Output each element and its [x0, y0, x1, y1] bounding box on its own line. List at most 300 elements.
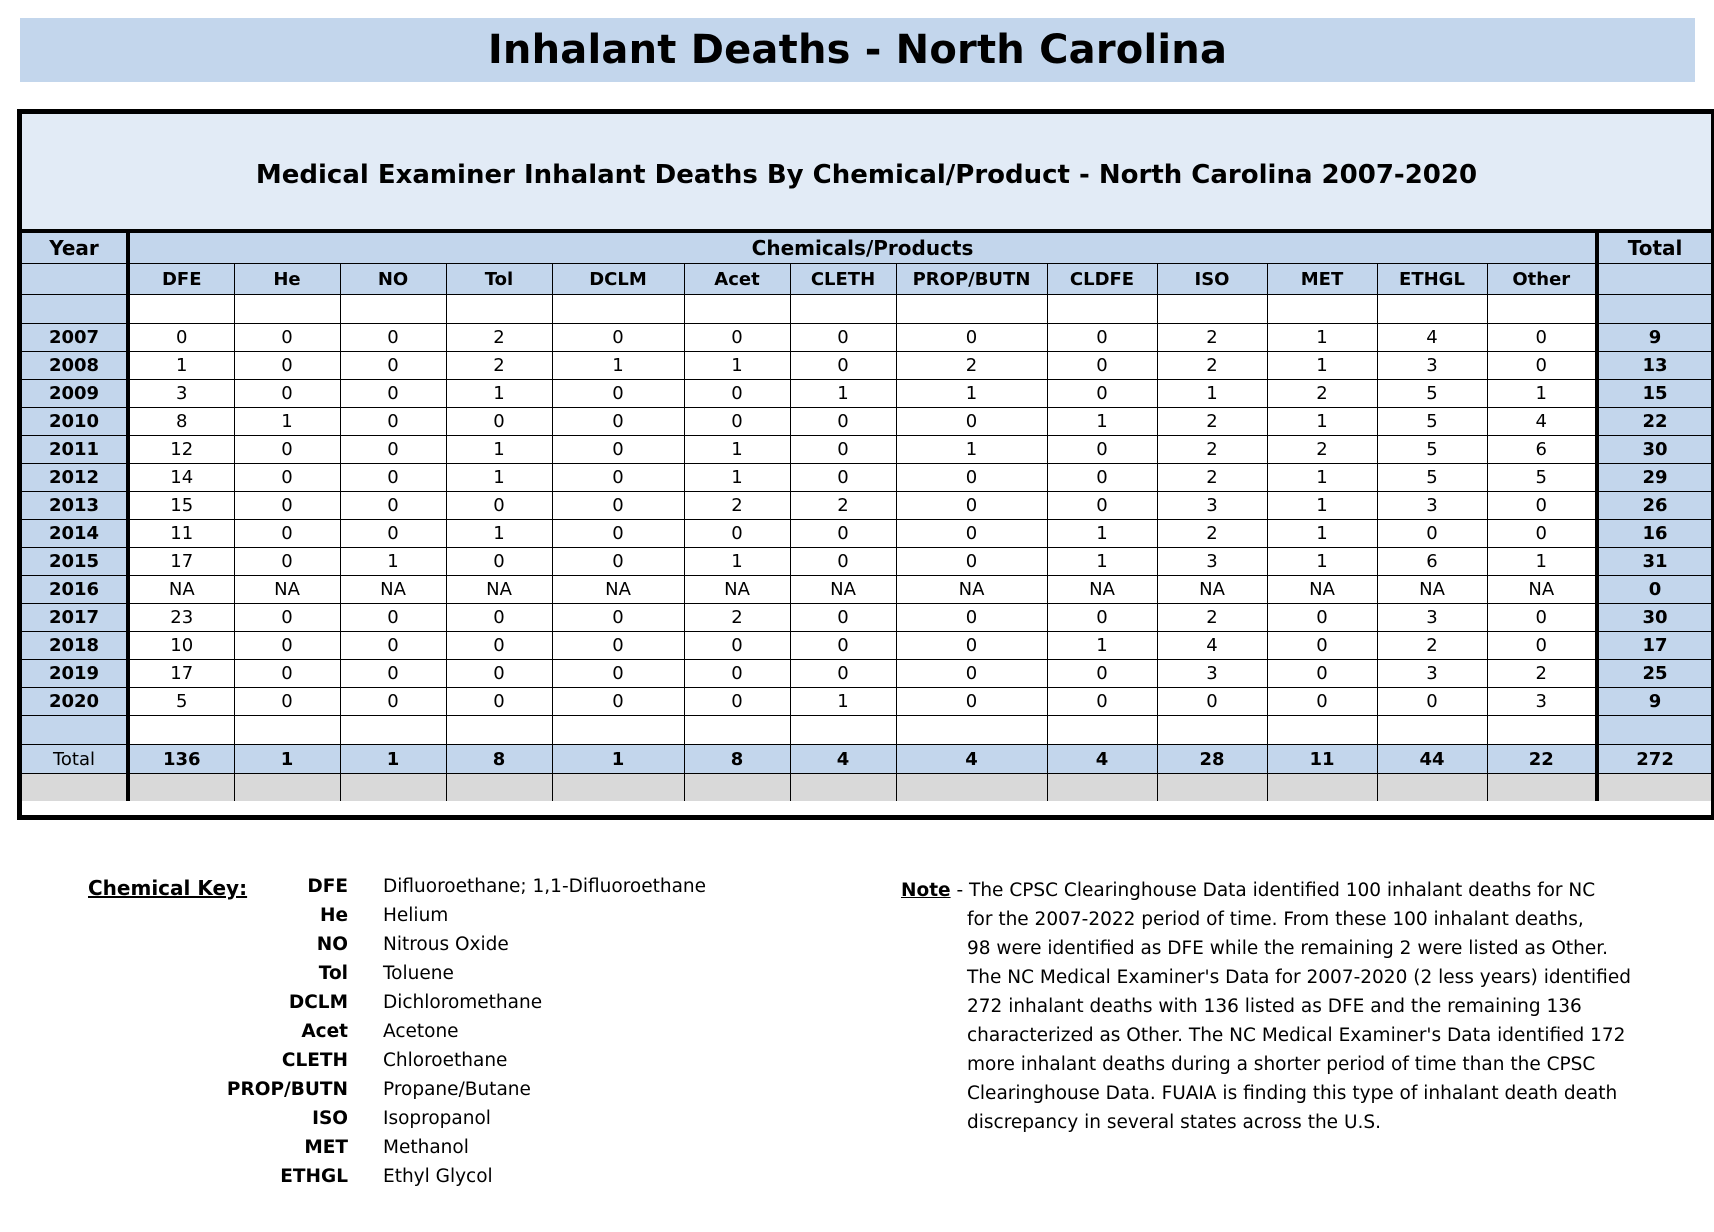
- value-cell: 17: [128, 548, 234, 576]
- value-cell: 15: [128, 492, 234, 520]
- value-cell: 0: [1267, 660, 1377, 688]
- deaths-table-frame: [17, 109, 1714, 820]
- chemical-abbreviation: NO: [316, 934, 348, 955]
- value-cell: 0: [1267, 688, 1377, 716]
- value-cell: 0: [1267, 604, 1377, 632]
- chemical-name: Acetone: [383, 1021, 459, 1042]
- value-cell: 0: [552, 380, 684, 408]
- value-cell: 2: [684, 492, 790, 520]
- value-cell: 0: [684, 688, 790, 716]
- value-cell: 1: [1047, 408, 1157, 436]
- year-cell: 2010: [22, 408, 128, 436]
- blank-cell: [340, 774, 446, 802]
- value-cell: 0: [234, 632, 340, 660]
- table-row: [22, 604, 1711, 632]
- value-cell: 0: [684, 520, 790, 548]
- value-cell: 0: [552, 324, 684, 352]
- column-total-cell: 28: [1157, 745, 1267, 774]
- value-cell: 1: [1157, 380, 1267, 408]
- value-cell: 1: [1267, 492, 1377, 520]
- chemical-key-item: [208, 876, 707, 905]
- value-cell: 1: [684, 436, 790, 464]
- value-cell: 0: [446, 660, 552, 688]
- row-total-cell: 9: [1597, 688, 1711, 716]
- total-header: Total: [1597, 233, 1711, 264]
- note-line: 272 inhalant deaths with 136 listed as DFE and the remaining 136: [967, 996, 1582, 1017]
- chemical-name: Methanol: [383, 1137, 469, 1158]
- value-cell: NA: [234, 576, 340, 604]
- column-total-cell: 22: [1487, 745, 1597, 774]
- column-total-cell: 4: [896, 745, 1047, 774]
- value-cell: 3: [1157, 492, 1267, 520]
- blank-cell: [340, 716, 446, 745]
- blank-cell: [22, 774, 128, 802]
- value-cell: 0: [340, 324, 446, 352]
- value-cell: 0: [1487, 604, 1597, 632]
- year-cell: 2007: [22, 324, 128, 352]
- chemical-key-list: [208, 876, 707, 1195]
- blank-cell: [234, 774, 340, 802]
- tail-row: [22, 774, 1711, 802]
- blank-cell: [1597, 295, 1711, 324]
- value-cell: 0: [552, 548, 684, 576]
- note-line: The NC Medical Examiner's Data for 2007-2020 (2 less years) identified: [967, 967, 1631, 988]
- chemical-abbreviation: Acet: [301, 1021, 348, 1042]
- column-header: Other: [1487, 264, 1597, 295]
- total-header-blank: [1597, 264, 1711, 295]
- chemical-key-item: [208, 1050, 688, 1079]
- value-cell: 0: [552, 464, 684, 492]
- chemical-name: Ethyl Glycol: [383, 1166, 493, 1187]
- chemical-key-item: [208, 905, 688, 934]
- chemical-key-item: [208, 1166, 688, 1195]
- note-block: [901, 876, 1661, 1137]
- note-line: for the 2007-2022 period of time. From these 100 inhalant deaths,: [967, 909, 1584, 930]
- title-banner: [20, 18, 1695, 82]
- blank-cell: [790, 774, 896, 802]
- value-cell: 0: [234, 352, 340, 380]
- blank-cell: [896, 774, 1047, 802]
- value-cell: 0: [790, 548, 896, 576]
- row-total-cell: 15: [1597, 380, 1711, 408]
- value-cell: 0: [1047, 352, 1157, 380]
- value-cell: 6: [1377, 548, 1487, 576]
- value-cell: NA: [1487, 576, 1597, 604]
- year-cell: 2015: [22, 548, 128, 576]
- table-row: [22, 492, 1711, 520]
- table-row: [22, 632, 1711, 660]
- blank-cell: [1377, 716, 1487, 745]
- blank-cell: [552, 716, 684, 745]
- blank-cell: [1487, 295, 1597, 324]
- value-cell: 1: [1267, 408, 1377, 436]
- value-cell: 1: [1267, 548, 1377, 576]
- blank-cell: [1267, 774, 1377, 802]
- value-cell: 0: [790, 436, 896, 464]
- column-total-cell: 4: [790, 745, 896, 774]
- chemical-key-item: [208, 1021, 688, 1050]
- value-cell: 3: [1377, 660, 1487, 688]
- chemical-abbreviation: CLETH: [281, 1050, 348, 1071]
- value-cell: 0: [552, 604, 684, 632]
- column-total-cell: 1: [340, 745, 446, 774]
- row-total-cell: 16: [1597, 520, 1711, 548]
- chemical-abbreviation: MET: [304, 1137, 348, 1158]
- value-cell: 10: [128, 632, 234, 660]
- year-cell: 2013: [22, 492, 128, 520]
- value-cell: 0: [234, 492, 340, 520]
- value-cell: 2: [1157, 408, 1267, 436]
- value-cell: 0: [340, 352, 446, 380]
- chemical-key-item: [208, 934, 688, 963]
- value-cell: NA: [1157, 576, 1267, 604]
- value-cell: 0: [790, 464, 896, 492]
- table-row: [22, 408, 1711, 436]
- value-cell: 0: [234, 436, 340, 464]
- value-cell: 2: [1157, 436, 1267, 464]
- column-total-cell: 44: [1377, 745, 1487, 774]
- value-cell: 0: [446, 408, 552, 436]
- value-cell: 0: [1487, 324, 1597, 352]
- column-total-cell: 136: [128, 745, 234, 774]
- value-cell: 0: [896, 604, 1047, 632]
- row-total-cell: 30: [1597, 604, 1711, 632]
- note-text: - The CPSC Clearinghouse Data identified 100 inhalant deaths for NC: [950, 880, 1596, 901]
- value-cell: 0: [1487, 352, 1597, 380]
- chemical-key-item: [208, 1079, 688, 1108]
- value-cell: NA: [1267, 576, 1377, 604]
- chemical-name: Dichloromethane: [383, 992, 543, 1013]
- chemical-key-item: [208, 1137, 688, 1166]
- table-row: [22, 380, 1711, 408]
- value-cell: 3: [1377, 492, 1487, 520]
- value-cell: 3: [128, 380, 234, 408]
- value-cell: 1: [684, 464, 790, 492]
- year-cell: 2009: [22, 380, 128, 408]
- value-cell: 2: [1157, 464, 1267, 492]
- note-line: characterized as Other. The NC Medical Examiner's Data identified 172: [967, 1025, 1626, 1046]
- note-line: more inhalant deaths during a shorter period of time than the CPSC: [967, 1054, 1596, 1075]
- blank-cell: [340, 295, 446, 324]
- value-cell: 4: [1487, 408, 1597, 436]
- value-cell: 1: [790, 688, 896, 716]
- value-cell: 0: [234, 604, 340, 632]
- year-header-blank: [22, 264, 128, 295]
- value-cell: 0: [234, 464, 340, 492]
- chemical-name: Toluene: [383, 963, 454, 984]
- value-cell: 3: [1487, 688, 1597, 716]
- value-cell: 5: [1377, 380, 1487, 408]
- chemical-abbreviation: PROP/BUTN: [226, 1079, 348, 1100]
- blank-cell: [684, 295, 790, 324]
- blank-cell: [1487, 716, 1597, 745]
- value-cell: 2: [684, 604, 790, 632]
- value-cell: 3: [1377, 352, 1487, 380]
- value-cell: 0: [552, 436, 684, 464]
- totals-row: [22, 745, 1711, 774]
- blank-cell: [446, 716, 552, 745]
- value-cell: NA: [1047, 576, 1157, 604]
- value-cell: 1: [684, 548, 790, 576]
- value-cell: 2: [1377, 632, 1487, 660]
- row-total-cell: 0: [1597, 576, 1711, 604]
- value-cell: 1: [1047, 632, 1157, 660]
- grand-total-cell: 272: [1597, 745, 1711, 774]
- group-header: Chemicals/Products: [128, 233, 1597, 264]
- blank-cell: [1267, 716, 1377, 745]
- value-cell: 3: [1377, 604, 1487, 632]
- value-cell: 0: [790, 660, 896, 688]
- value-cell: 0: [340, 688, 446, 716]
- value-cell: 1: [446, 464, 552, 492]
- value-cell: NA: [1377, 576, 1487, 604]
- chemical-name: Chloroethane: [383, 1050, 508, 1071]
- row-total-cell: 30: [1597, 436, 1711, 464]
- column-header: Tol: [446, 264, 552, 295]
- value-cell: 0: [1047, 380, 1157, 408]
- chemical-abbreviation: DFE: [307, 876, 348, 897]
- value-cell: 0: [552, 688, 684, 716]
- header-row-group: [22, 233, 1711, 264]
- value-cell: 0: [1047, 604, 1157, 632]
- blank-cell: [1047, 774, 1157, 802]
- value-cell: NA: [896, 576, 1047, 604]
- value-cell: 1: [1267, 464, 1377, 492]
- value-cell: 2: [1157, 604, 1267, 632]
- table-row: [22, 464, 1711, 492]
- value-cell: 2: [1267, 436, 1377, 464]
- value-cell: 8: [128, 408, 234, 436]
- value-cell: 0: [1047, 324, 1157, 352]
- row-total-cell: 9: [1597, 324, 1711, 352]
- year-cell: 2011: [22, 436, 128, 464]
- value-cell: 4: [1377, 324, 1487, 352]
- value-cell: 0: [896, 520, 1047, 548]
- value-cell: 17: [128, 660, 234, 688]
- year-header: Year: [22, 233, 128, 264]
- value-cell: 0: [340, 660, 446, 688]
- value-cell: 1: [1267, 520, 1377, 548]
- note-line: Clearinghouse Data. FUAIA is finding this type of inhalant death death: [967, 1083, 1618, 1104]
- value-cell: 0: [446, 548, 552, 576]
- value-cell: 0: [552, 408, 684, 436]
- table-subtitle-banner: [22, 114, 1711, 233]
- value-cell: 0: [234, 380, 340, 408]
- value-cell: 1: [340, 548, 446, 576]
- value-cell: 1: [446, 380, 552, 408]
- blank-cell: [128, 716, 234, 745]
- value-cell: 2: [1157, 324, 1267, 352]
- value-cell: 0: [790, 632, 896, 660]
- value-cell: 0: [340, 520, 446, 548]
- value-cell: 0: [552, 492, 684, 520]
- spacer-row: [22, 716, 1711, 745]
- chemical-name: Isopropanol: [383, 1108, 491, 1129]
- value-cell: 0: [1267, 632, 1377, 660]
- blank-cell: [552, 295, 684, 324]
- blank-cell: [22, 716, 128, 745]
- value-cell: 0: [896, 464, 1047, 492]
- blank-cell: [1047, 716, 1157, 745]
- blank-cell: [684, 716, 790, 745]
- value-cell: 6: [1487, 436, 1597, 464]
- value-cell: 1: [1487, 380, 1597, 408]
- value-cell: 0: [340, 492, 446, 520]
- value-cell: NA: [552, 576, 684, 604]
- value-cell: 3: [1157, 548, 1267, 576]
- value-cell: 0: [1377, 520, 1487, 548]
- chemical-key-item: [208, 963, 688, 992]
- value-cell: 0: [1487, 520, 1597, 548]
- value-cell: 5: [1377, 408, 1487, 436]
- value-cell: 2: [896, 352, 1047, 380]
- chemical-name: Helium: [383, 905, 449, 926]
- column-header: ISO: [1157, 264, 1267, 295]
- value-cell: 0: [1047, 688, 1157, 716]
- table-row: [22, 576, 1711, 604]
- blank-cell: [1267, 295, 1377, 324]
- year-cell: 2019: [22, 660, 128, 688]
- column-total-cell: 8: [446, 745, 552, 774]
- blank-cell: [896, 716, 1047, 745]
- deaths-table: [22, 233, 1711, 801]
- value-cell: 0: [790, 520, 896, 548]
- value-cell: 0: [1047, 492, 1157, 520]
- value-cell: 2: [1157, 520, 1267, 548]
- value-cell: NA: [684, 576, 790, 604]
- value-cell: 0: [340, 604, 446, 632]
- blank-cell: [684, 774, 790, 802]
- value-cell: 0: [790, 324, 896, 352]
- blank-cell: [1157, 295, 1267, 324]
- value-cell: 0: [896, 408, 1047, 436]
- value-cell: 0: [340, 464, 446, 492]
- value-cell: 3: [1157, 660, 1267, 688]
- value-cell: 23: [128, 604, 234, 632]
- note-first-line: [901, 876, 1661, 905]
- table-row: [22, 324, 1711, 352]
- value-cell: 0: [684, 408, 790, 436]
- value-cell: 0: [896, 324, 1047, 352]
- value-cell: 0: [446, 492, 552, 520]
- blank-cell: [1377, 774, 1487, 802]
- value-cell: 2: [1267, 380, 1377, 408]
- blank-cell: [1487, 774, 1597, 802]
- chemical-key-title: Chemical Key:: [88, 876, 248, 900]
- chemical-abbreviation: ETHGL: [280, 1166, 348, 1187]
- blank-cell: [552, 774, 684, 802]
- value-cell: 1: [234, 408, 340, 436]
- value-cell: 0: [1487, 632, 1597, 660]
- value-cell: 0: [684, 632, 790, 660]
- blank-cell: [790, 295, 896, 324]
- blank-cell: [22, 295, 128, 324]
- chemical-key-item: [208, 992, 688, 1021]
- row-total-cell: 26: [1597, 492, 1711, 520]
- column-header: PROP/BUTN: [896, 264, 1047, 295]
- chemical-abbreviation: He: [319, 905, 348, 926]
- value-cell: 0: [684, 660, 790, 688]
- value-cell: 2: [790, 492, 896, 520]
- value-cell: 0: [340, 436, 446, 464]
- value-cell: 0: [552, 660, 684, 688]
- column-total-cell: 4: [1047, 745, 1157, 774]
- column-header: He: [234, 264, 340, 295]
- blank-cell: [128, 774, 234, 802]
- row-total-cell: 17: [1597, 632, 1711, 660]
- value-cell: 1: [896, 436, 1047, 464]
- value-cell: 2: [446, 324, 552, 352]
- value-cell: 2: [446, 352, 552, 380]
- value-cell: NA: [128, 576, 234, 604]
- year-cell: 2014: [22, 520, 128, 548]
- value-cell: 0: [684, 380, 790, 408]
- value-cell: 0: [234, 520, 340, 548]
- column-header: CLDFE: [1047, 264, 1157, 295]
- spacer-row: [22, 295, 1711, 324]
- table-row: [22, 520, 1711, 548]
- value-cell: 0: [896, 548, 1047, 576]
- column-header: CLETH: [790, 264, 896, 295]
- table-row: [22, 688, 1711, 716]
- value-cell: 0: [234, 660, 340, 688]
- header-row-columns: [22, 264, 1711, 295]
- value-cell: 0: [1047, 464, 1157, 492]
- value-cell: 0: [1047, 436, 1157, 464]
- blank-cell: [1157, 716, 1267, 745]
- value-cell: 0: [552, 632, 684, 660]
- value-cell: 4: [1157, 632, 1267, 660]
- value-cell: 1: [446, 520, 552, 548]
- value-cell: 1: [1047, 520, 1157, 548]
- row-total-cell: 31: [1597, 548, 1711, 576]
- value-cell: 1: [790, 380, 896, 408]
- note-label: Note: [901, 880, 951, 901]
- value-cell: 14: [128, 464, 234, 492]
- column-header: DFE: [128, 264, 234, 295]
- note-line: 98 were identified as DFE while the remaining 2 were listed as Other.: [967, 938, 1609, 959]
- value-cell: 0: [234, 688, 340, 716]
- value-cell: 1: [1267, 324, 1377, 352]
- value-cell: 1: [552, 352, 684, 380]
- page-title: Inhalant Deaths - North Carolina: [487, 27, 1228, 73]
- value-cell: 0: [1157, 688, 1267, 716]
- value-cell: 0: [234, 548, 340, 576]
- row-total-cell: 25: [1597, 660, 1711, 688]
- blank-cell: [1597, 774, 1711, 802]
- value-cell: 5: [1487, 464, 1597, 492]
- table-row: [22, 548, 1711, 576]
- blank-cell: [446, 774, 552, 802]
- value-cell: 0: [234, 324, 340, 352]
- column-total-cell: 1: [552, 745, 684, 774]
- value-cell: 1: [896, 380, 1047, 408]
- blank-cell: [128, 295, 234, 324]
- value-cell: NA: [446, 576, 552, 604]
- value-cell: 1: [684, 352, 790, 380]
- column-total-cell: 11: [1267, 745, 1377, 774]
- table-subtitle: Medical Examiner Inhalant Deaths By Chemical/Product - North Carolina 2007-2020: [255, 159, 1478, 190]
- table-row: [22, 436, 1711, 464]
- value-cell: 0: [684, 324, 790, 352]
- table-row: [22, 352, 1711, 380]
- value-cell: 0: [1047, 660, 1157, 688]
- column-total-cell: 1: [234, 745, 340, 774]
- value-cell: 0: [896, 492, 1047, 520]
- value-cell: 0: [340, 380, 446, 408]
- value-cell: 0: [446, 688, 552, 716]
- column-header: ETHGL: [1377, 264, 1487, 295]
